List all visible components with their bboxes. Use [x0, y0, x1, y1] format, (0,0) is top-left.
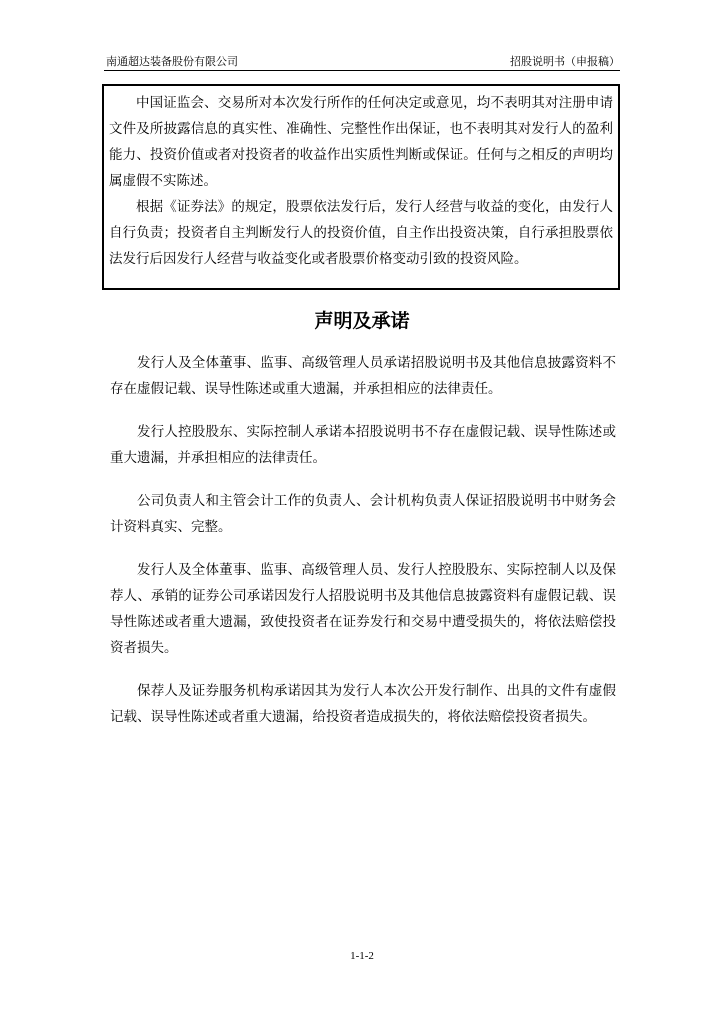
page-header — [106, 52, 620, 70]
body-paragraph: 发行人及全体董事、监事、高级管理人员承诺招股说明书及其他信息披露资料不存在虚假记载、误导性陈述或重大遗漏，并承担相应的法律责任。 — [110, 355, 616, 397]
page-number: 1-1-2 — [350, 950, 374, 962]
section-title: 声明及承诺 — [314, 310, 410, 332]
header-company-name: 南通超达装备股份有限公司 — [106, 55, 238, 68]
body-paragraph: 公司负责人和主管会计工作的负责人、会计机构负责人保证招股说明书中财务会计资料真实、完整。 — [110, 493, 616, 535]
notice-paragraph: 中国证监会、交易所对本次发行所作的任何决定或意见，均不表明其对注册申请文件及所披露信息的真实性、准确性、完整性作出保证，也不表明其对发行人的盈利能力、投资价值或者对投资者的收益作出实质性判断或保证。任何与之相反的声明均属虚假不实陈述。 — [109, 95, 613, 189]
header-document-title: 招股说明书（申报稿） — [510, 55, 620, 68]
section-body — [110, 350, 616, 747]
header-divider — [104, 70, 620, 71]
regulatory-notice-box — [102, 84, 620, 290]
body-paragraph: 保荐人及证券服务机构承诺因其为发行人本次公开发行制作、出具的文件有虚假记载、误导性陈述或者重大遗漏，给投资者造成损失的，将依法赔偿投资者损失。 — [110, 683, 616, 725]
body-paragraph: 发行人及全体董事、监事、高级管理人员、发行人控股股东、实际控制人以及保荐人、承销的证券公司承诺因发行人招股说明书及其他信息披露资料有虚假记载、误导性陈述或者重大遗漏，致使投资者在证券发行和交易中遭受损失的，将依法赔偿投资者损失。 — [110, 562, 616, 656]
notice-paragraph: 根据《证券法》的规定，股票依法发行后，发行人经营与收益的变化，由发行人自行负责；投资者自主判断发行人的投资价值，自主作出投资决策，自行承担股票依法发行后因发行人经营与收益变化或者股票价格变动引致的投资风险。 — [109, 199, 613, 267]
body-paragraph: 发行人控股股东、实际控制人承诺本招股说明书不存在虚假记载、误导性陈述或重大遗漏，并承担相应的法律责任。 — [110, 424, 616, 466]
